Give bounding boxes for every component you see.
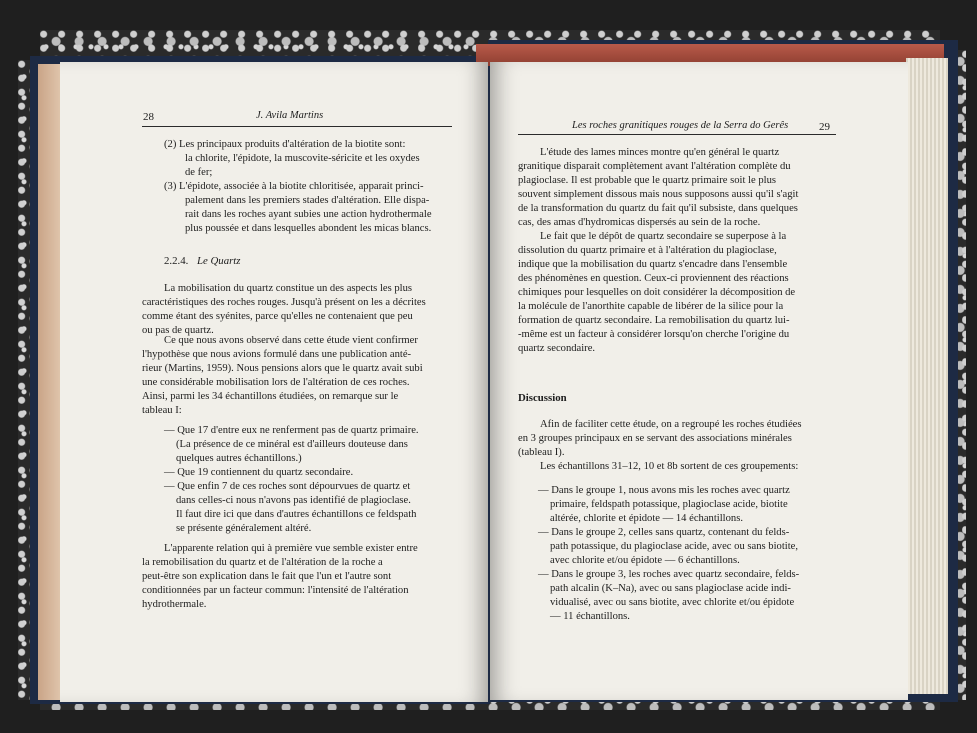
section-title: Le Quartz: [197, 255, 241, 267]
text-line: conditionnées par un facteur commun: l'intensité de l'altération: [142, 585, 409, 596]
text-line: de fer;: [185, 167, 213, 178]
page-number-left: 28: [143, 111, 154, 123]
item-3-block: [164, 180, 454, 236]
text-line: en 3 groupes principaux en se servant des associations minérales: [518, 433, 792, 444]
text-line: rieur (Martins, 1959). Nous pensions alors que le quartz avait subi: [142, 363, 423, 374]
list-item: dans celles-ci nous n'avons pas identifié de plagioclase.: [176, 495, 411, 506]
header-rule-right: [518, 134, 836, 135]
text-line: hydrothermale.: [142, 599, 207, 610]
text-line: L'apparente relation qui à première vue semble exister entre: [164, 543, 418, 554]
section-heading-discussion: Discussion: [518, 392, 567, 404]
list-item: — Que 17 d'entre eux ne renferment pas de quartz primaire.: [164, 425, 419, 436]
text-line: tableau I:: [142, 405, 182, 416]
list-item: — Que 19 contiennent du quartz secondaire.: [164, 467, 354, 478]
paragraph: [142, 282, 454, 338]
text-line: ou pas de quartz.: [142, 325, 214, 336]
text-line: peut-être son explication dans le fait que l'un et l'autre sont: [142, 571, 392, 582]
list-item: — Que enfin 7 de ces roches sont dépourvues de quartz et: [164, 481, 411, 492]
text-line: de la transformation du quartz du fait qu'il subsiste, dans quelques: [518, 203, 798, 214]
list-item: altérée, chlorite et épidote — 14 échantillons.: [550, 513, 743, 524]
page-block-right-edge: [906, 58, 948, 694]
page-block-left-edge: [38, 64, 62, 700]
text-line: (3) L'épidote, associée à la biotite chloritisée, apparait princi-: [164, 181, 424, 192]
text-line: (tableau I).: [518, 447, 565, 458]
text-line: indique que la mobilisation du quartz s'encadre dans l'ensemble: [518, 259, 788, 270]
page-number-right: 29: [819, 121, 830, 133]
text-line: la molécule de l'anorthite capable de libérer de la silice pour la: [518, 301, 784, 312]
list-item: path potassique, du plagioclase acide, avec ou sans biotite,: [550, 541, 798, 552]
text-line: plus poussée et dans lesquelles abondent les micas blancs.: [185, 223, 432, 234]
header-rule-left: [142, 126, 452, 127]
text-line: la remobilisation du quartz et de l'altération de la roche a: [142, 557, 383, 568]
list-item: Il faut dire ici que dans d'autres échantillons ce feldspath: [176, 509, 417, 520]
text-line: Ainsi, parmi les 34 échantillons étudiées, on remarque sur le: [142, 391, 399, 402]
paragraph: [518, 460, 836, 474]
text-line: Les échantillons 31–12, 10 et 8b sortent de ces groupements:: [540, 461, 799, 472]
text-line: Ce que nous avons observé dans cette étude vient confirmer: [164, 335, 418, 346]
list-item: vidualisé, avec ou sans biotite, avec chlorite et/ou épidote: [550, 597, 795, 608]
dash-list: [164, 424, 454, 536]
text-line: palement dans les premiers stades d'altération. Elle dispa-: [185, 195, 430, 206]
paragraph: [142, 542, 454, 612]
running-head-left: J. Avila Martins: [256, 110, 324, 121]
list-item: — 11 échantillons.: [550, 611, 630, 622]
text-line: comme étant des syénites, parce qu'elles ne contenaient que peu: [142, 311, 413, 322]
text-line: souvent simplement dissous mais nous supposons aussi qu'il s'agit: [518, 189, 799, 200]
text-line: la chlorite, l'épidote, la muscovite-séricite et les oxydes: [185, 153, 420, 164]
group-list: [538, 484, 836, 624]
text-line: (2) Les principaux produits d'altération de la biotite sont:: [164, 139, 406, 150]
text-line: plagioclase. Il est probable que le quartz primaire soit le plus: [518, 175, 776, 186]
section-number: 2.2.4.: [164, 255, 189, 267]
paragraph: [518, 418, 836, 460]
text-line: La mobilisation du quartz constitue un des aspects les plus: [164, 283, 413, 294]
list-item: avec chlorite et/ou épidote — 6 échantillons.: [550, 555, 740, 566]
text-line: dissolution du quartz primaire et à l'altération du plagioclase,: [518, 245, 777, 256]
list-item: (La présence de ce minéral est d'ailleurs douteuse dans: [176, 439, 408, 450]
text-line: Le fait que le dépôt de quartz secondaire se superpose à la: [540, 231, 787, 242]
text-line: chimiques pour lesquelles on doit considérer la décomposition de: [518, 287, 796, 298]
list-item: primaire, feldspath potassique, plagioclase acide, biotite: [550, 499, 788, 510]
text-line: formation de quartz secondaire. La remobilisation du quartz lui-: [518, 315, 790, 326]
text-line: des phénomènes en question. Ceux-ci proviennent des réactions: [518, 273, 789, 284]
list-item: quelques autres échantillons.): [176, 453, 302, 464]
paragraph: [518, 230, 836, 356]
paragraph: [518, 146, 836, 230]
text-line: granitique disparait complètement avant l'altération complète du: [518, 161, 791, 172]
text-line: une considérable mobilisation lors de l'altération de ces roches.: [142, 377, 410, 388]
section-heading-quartz: [164, 255, 241, 267]
text-line: quartz secondaire.: [518, 343, 596, 354]
text-line: l'hypothèse que nous avions formulé dans une publication anté-: [142, 349, 412, 360]
text-line: -même est un facteur à considérer lorsqu'on cherche l'origine du: [518, 329, 790, 340]
paragraph: [142, 334, 454, 418]
text-line: L'étude des lames minces montre qu'en général le quartz: [540, 147, 780, 158]
list-item: se présente généralement altéré.: [176, 523, 312, 534]
list-item: path alcalin (K–Na), avec ou sans plagioclase acide indi-: [550, 583, 791, 594]
right-page: [490, 62, 908, 700]
running-head-right: Les roches granitiques rouges de la Serra do Gerês: [572, 120, 789, 131]
left-page: [60, 62, 488, 702]
list-item: — Dans le groupe 3, les roches avec quartz secondaire, felds-: [538, 569, 800, 580]
text-line: rait dans les roches ayant subies une action hydrothermale: [185, 209, 432, 220]
item-2-block: [164, 138, 454, 180]
list-item: — Dans le groupe 2, celles sans quartz, contenant du felds-: [538, 527, 790, 538]
text-line: caractéristiques des roches rouges. Jusqu'à présent on les a décrites: [142, 297, 426, 308]
text-line: cas, des amas d'hydromicas dispersés au sein de la roche.: [518, 217, 761, 228]
text-line: Afin de faciliter cette étude, on a regroupé les roches étudiées: [540, 419, 802, 430]
list-item: — Dans le groupe 1, nous avons mis les roches avec quartz: [538, 485, 790, 496]
